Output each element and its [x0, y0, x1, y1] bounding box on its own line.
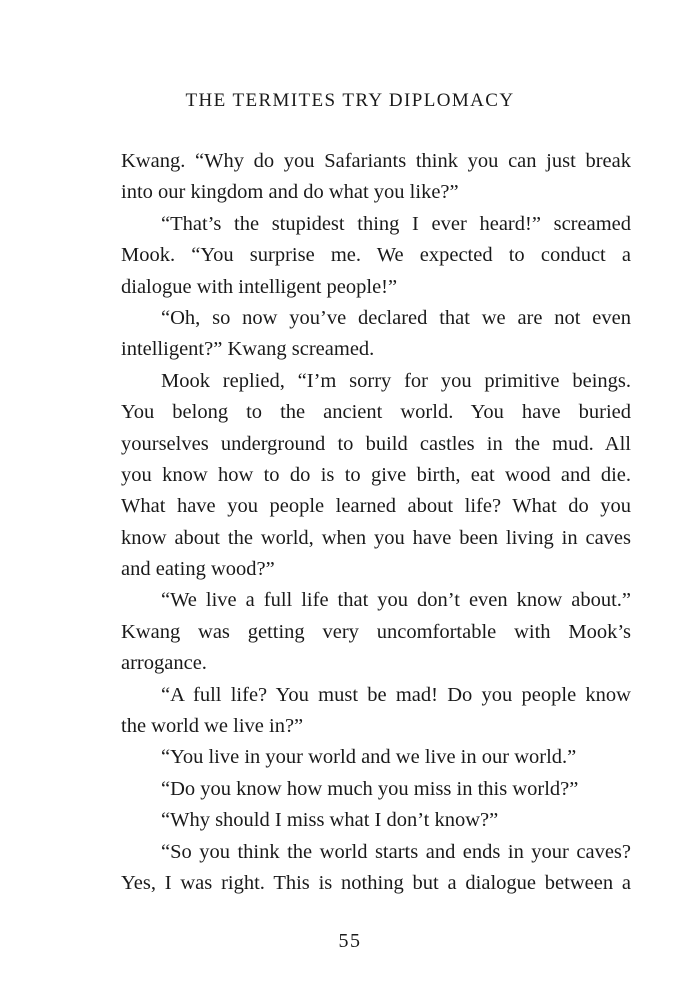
text-line: “Oh, so now you’ve declared that we are not even	[161, 306, 631, 329]
text-line: yourselves underground to build castles in the mud. All	[121, 432, 631, 455]
text-line: dialogue with intelligent people!”	[121, 275, 398, 298]
text-line: and eating wood?”	[121, 558, 275, 581]
text-line: arrogance.	[121, 652, 207, 675]
text-line: “So you think the world starts and ends in your caves?	[161, 840, 631, 863]
text-line: “That’s the stupidest thing I ever heard!” screamed	[161, 212, 631, 235]
text-line: “You live in your world and we live in our world.”	[161, 746, 577, 769]
text-line: Mook. “You surprise me. We expected to conduct a	[121, 244, 631, 267]
text-line: Yes, I was right. This is nothing but a dialogue between a	[121, 871, 631, 894]
text-line: “Do you know how much you miss in this world?”	[161, 777, 579, 800]
text-line: into our kingdom and do what you like?”	[121, 181, 459, 204]
running-head-title: THE TERMITES TRY DIPLOMACY	[185, 90, 515, 111]
text-line: Kwang was getting very uncomfortable with Mook’s	[121, 620, 631, 643]
text-line: “A full life? You must be mad! Do you people know	[161, 683, 631, 706]
page-number: 55	[338, 930, 362, 952]
body-text	[121, 146, 631, 899]
text-line: intelligent?” Kwang screamed.	[121, 338, 375, 361]
text-line: What have you people learned about life? What do you	[121, 495, 631, 518]
text-line: “We live a full life that you don’t even know about.”	[161, 589, 631, 612]
text-line: You belong to the ancient world. You have buried	[121, 401, 631, 424]
text-line: the world we live in?”	[121, 715, 304, 738]
text-line: you know how to do is to give birth, eat wood and die.	[121, 463, 631, 486]
text-line: Kwang. “Why do you Safariants think you can just break	[121, 150, 631, 172]
text-line: know about the world, when you have been living in caves	[121, 526, 631, 549]
text-line: Mook replied, “I’m sorry for you primitive beings.	[161, 369, 631, 392]
text-line: “Why should I miss what I don’t know?”	[161, 809, 499, 832]
